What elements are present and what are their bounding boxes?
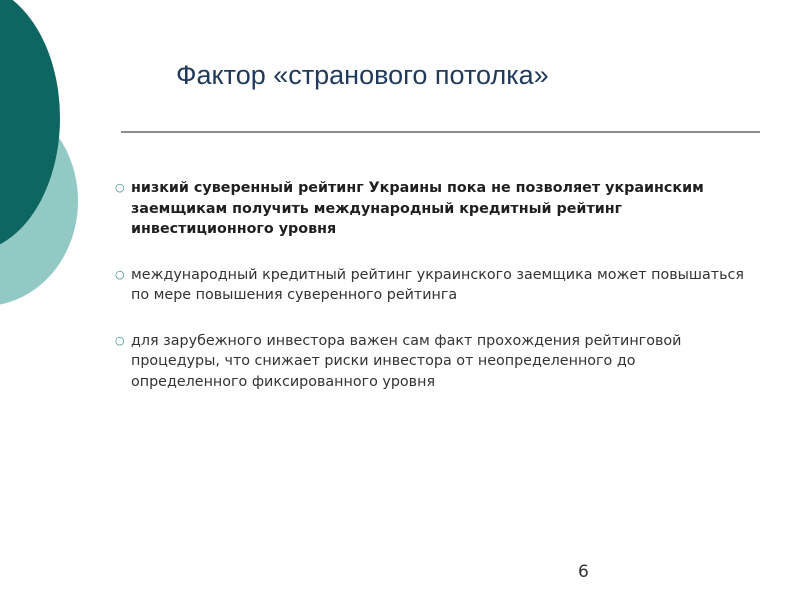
title-divider: [121, 131, 760, 133]
page-number: 6: [578, 562, 589, 582]
bullet-item: [113, 265, 753, 306]
bullet-text: низкий суверенный рейтинг Украины пока не позволяет украинским заемщикам получить международный кредитный рейтинг инвестиционного уровня: [131, 180, 704, 237]
bullet-item: [113, 178, 753, 240]
bullet-item: [113, 331, 753, 393]
bullet-list: [113, 178, 753, 392]
bullet-text: для зарубежного инвестора важен сам факт прохождения рейтинговой процедуры, что снижает риски инвестора от неопределенного до определенного фиксированного уровня: [131, 332, 682, 390]
bullet-text: международный кредитный рейтинг украинского заемщика может повышаться по мере повышения суверенного рейтинга: [131, 266, 744, 303]
bullet-marker-icon: ○: [115, 267, 125, 281]
bullet-marker-icon: ○: [115, 181, 125, 194]
slide-title: Фактор «странового потолка»: [176, 60, 549, 90]
bullet-marker-icon: ○: [115, 333, 125, 347]
